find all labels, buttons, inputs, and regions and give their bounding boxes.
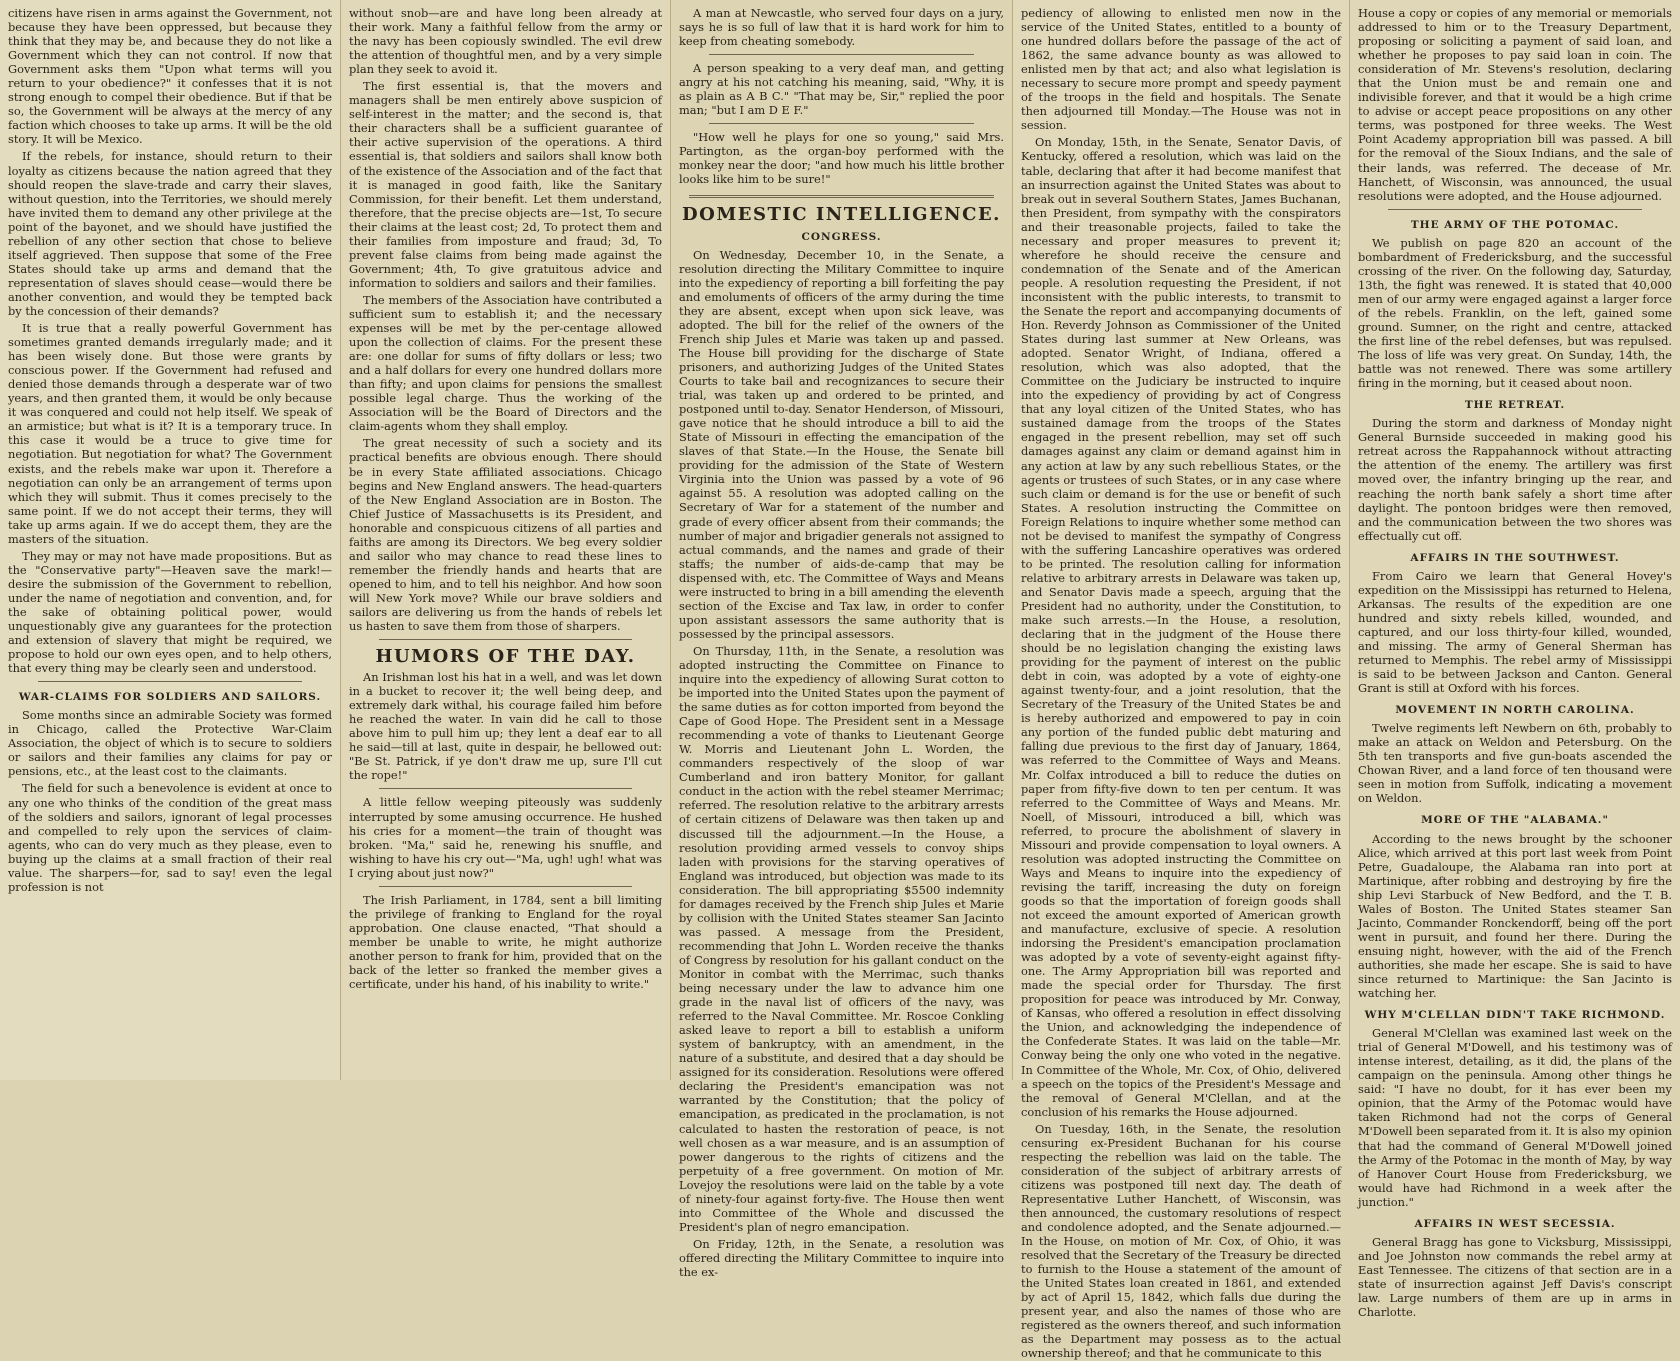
section-heading: THE ARMY OF THE POTOMAC. (1410, 218, 1620, 231)
paragraph: The first essential is, that the movers and managers shall be men entirely above suspicion of self-interest in the matter; and the second is, that their characters shall be a sufficient guarantee of their active supervision of the operations. A third essential is, that soldiers and sailors shall know both of the existence of the Association and of the fact that it is managed in good faith, like the Sanitary Commission, for their benefit. Let them understand, therefore, that the precise objects are—1st, To secure their claims at the least cost; 2d, To protect them and their families from imposture and fraud; 3d, To prevent false claims from being made against the Government; 4th, To give gratuitous advice and information to soldiers and sailors and their families. (349, 79, 662, 290)
paragraph: The members of the Association have contributed a sufficient sum to establish it; and the necessary expenses will be met by the per-centage allowed upon the collection of claims. For the present these are: one dollar for sums of fifty dollars or less; two and a half dollars for every one hundred dollars more than fifty; and upon claims for pensions the smallest possible legal charge. Thus the working of the Association will be the Board of Directors and the claim-agents whom they shall employ. (349, 292, 662, 434)
column-3 (670, 0, 1012, 1279)
divider (709, 123, 974, 124)
paragraph: A person speaking to a very deaf man, and getting angry at his not catching his meaning, said, "Why, it is as plain as A B C." "That may be, Sir," replied the poor man; "but I am D E F." (679, 61, 1004, 118)
paragraph: Some months since an admirable Society was formed in Chicago, called the Protective War-Claim Association, the object of which is to secure to soldiers or sailors and their families any claims for pay or pensions, etc., at the least cost to the claimants. (8, 708, 332, 779)
paragraph: A man at Newcastle, who served four days on a jury, says he is so full of law that it is hard work for him to keep from cheating somebody. (679, 6, 1004, 49)
section-heading: DOMESTIC INTELLIGENCE. (682, 203, 1001, 225)
section-heading: THE RETREAT. (1464, 399, 1566, 412)
divider (1388, 209, 1642, 210)
paragraph: "How well he plays for one so young," said Mrs. Partington, as the organ-boy performed with the monkey near the door; "and how much his little brother looks like him to be sure!" (679, 130, 1004, 187)
divider (379, 639, 632, 640)
paragraph: pediency of allowing to enlisted men now in the service of the United States, entitled to a bounty of one hundred dollars before the passage of the act of 1862, the same advance bounty as was allowed to enlisted men by that act; and also what legislation is necessary to secure more prompt and speedy payment of the troops in the field and hospitals. The Senate then adjourned till Monday.—The House was not in session. (1021, 6, 1341, 133)
column-4 (1012, 0, 1349, 1361)
section-heading: AFFAIRS IN WEST SECESSIA. (1414, 1217, 1616, 1230)
section-heading: MOVEMENT IN NORTH CAROLINA. (1395, 704, 1635, 717)
column-1 (0, 0, 340, 1080)
section-heading: WAR-CLAIMS FOR SOLDIERS AND SAILORS. (18, 691, 322, 704)
paragraph: If the rebels, for instance, should return to their loyalty as citizens because the nation agreed that they should reopen the slave-trade and carry their slaves, without question, into the Territories, we should merely have invited them to demand any other privilege at the point of the bayonet, and we should have justified the rebellion of any other section that chose to believe itself aggrieved. Then suppose that some of the Free States should take up arms and demand that the representation of slaves should cease—would there be another convention, and would they be tempted back by the concession of their demands? (8, 149, 332, 318)
paragraph: without snob—are and have long been already at their work. Many a faithful fellow from the army or the navy has been copiously swindled. The evil drew the attention of thoughtful men, and by a very simple plan they seek to avoid it. (349, 6, 662, 77)
paragraph: A little fellow weeping piteously was suddenly interrupted by some amusing occurrence. He hushed his cries for a moment—the train of thought was broken. "Ma," said he, renewing his snuffle, and wishing to have his cry out—"Ma, ugh! ugh! what was I crying about just now?" (349, 795, 662, 880)
paragraph: citizens have risen in arms against the Government, not because they have been oppressed, but because they think that they may be, and because they do not like a Government which they can not control. If now that Government asks them "Upon what terms will you return to your obedience?" it confesses that it is not strong enough to compel their obedience. But if that be so, the Government will be always at the mercy of any faction which chooses to take up arms. It will be the old story. It will be Mexico. (8, 6, 332, 147)
paragraph: On Friday, 12th, in the Senate, a resolution was offered directing the Military Committee to inquire into the ex- (679, 1236, 1004, 1279)
paragraph: On Monday, 15th, in the Senate, Senator Davis, of Kentucky, offered a resolution, which was laid on the table, declaring that after it had become manifest that an insurrection against the United States was about to break out in several Southern States, James Buchanan, then President, from sympathy with the conspirators and their treasonable projects, failed to take the necessary and proper measures to prevent it; wherefore he should receive the censure and condemnation of the Senate and of the American people. A resolution requesting the President, if not inconsistent with the public interests, to transmit to the Senate the report and accompanying documents of Hon. Reverdy Johnson as Commissioner of the United States during last summer at New Orleans, was adopted. Senator Wright, of Indiana, offered a resolution, which was also adopted, that the Committee on the Judiciary be instructed to inquire into the expediency of providing by act of Congress that any loyal citizen of the United States, who has sustained damage from the troops of the States engaged in the present rebellion, may set off such damages against any claim or demand against him in any action at law by any such rebellious States, or the agents or trustees of such States, or in any case where such claim or demand is for the use or benefit of such States. A resolution instructing the Committee on Foreign Relations to inquire whether some method can not be devised to manifest the sympathy of Congress with the suffering Lancashire operatives was ordered to be printed. The resolution calling for information relative to arbitrary arrests in Delaware was taken up, and Senator Davis made a speech, arguing that the President had no authority, under the Constitution, to make such arrests.—In the House, a resolution, declaring that in the judgment of the House there should be no legislation changing the existing laws providing for the payment of interest on the public debt in coin, was adopted by a vote of eighty-one against twenty-four, and a joint resolution, that the Secretary of the Treasury of the United States be and is hereby authorized and empowered to pay in coin any portion of the funded public debt maturing and falling due previous to the first day of January, 1864, was referred to the Committee of Ways and Means. Mr. Colfax introduced a bill to reduce the duties on paper from fifty-five down to ten per centum. It was referred to the Committee of Ways and Means. Mr. Noell, of Missouri, introduced a bill, which was referred, to procure the abolishment of slavery in Missouri and provide compensation to loyal owners. A resolution was adopted instructing the Committee on Ways and Means to inquire into the expediency of revising the tariff, increasing the duty on foreign goods so that the importation of foreign goods shall not exceed the amount exported of American growth and manufacture, exclusive of specie. A resolution indorsing the President's emancipation proclamation was adopted by a vote of seventy-eight against fifty-one. The Army Appropriation bill was reported and made the special order for Thursday. The first proposition for peace was introduced by Mr. Conway, of Kansas, who offered a resolution in effect dissolving the Union, and acknowledging the independence of the Confederate States. It was laid on the table—Mr. Conway being the only one who voted in the negative. In Committee of the Whole, Mr. Cox, of Ohio, delivered a speech on the topics of the President's Message and the removal of General M'Clellan, and at the conclusion of his remarks the House adjourned. (1021, 135, 1341, 1119)
column-2 (340, 0, 670, 1080)
divider (38, 681, 302, 682)
paragraph: House a copy or copies of any memorial or memorials addressed to him or to the Treasury Department, proposing or soliciting a payment of said loan, and whether he proposes to pay said loan in coin. The consideration of Mr. Stevens's resolution, declaring that the Union must be and remain one and indivisible forever, and that it would be a high crime to advise or accept peace propositions on any other terms, was postponed for three weeks. The West Point Academy appropriation bill was passed. A bill for the removal of the Sioux Indians, and the sale of their lands, was referred. The decease of Mr. Hanchett, of Wisconsin, was announced, the usual resolutions were adopted, and the House adjourned. (1358, 6, 1672, 203)
paragraph: During the storm and darkness of Monday night General Burnside succeeded in making good his retreat across the Rappahannock without attracting the attention of the enemy. The artillery was first moved over, the infantry bringing up the rear, and reaching the north bank safely a short time after daylight. The pontoon bridges were then removed, and the communication between the two shores was effectually cut off. (1358, 416, 1672, 543)
paragraph: On Wednesday, December 10, in the Senate, a resolution directing the Military Committee to inquire into the expediency of reporting a bill forfeiting the pay and emoluments of officers of the army during the time they are absent, except when upon sick leave, was adopted. The bill for the relief of the owners of the French ship Jules et Marie was taken up and passed. The House bill providing for the discharge of State prisoners, and authorizing Judges of the United States Courts to take bail and recognizances to secure their trial, was taken up and ordered to be printed, and postponed until to-day. Senator Henderson, of Missouri, gave notice that he should introduce a bill to aid the State of Missouri in effecting the emancipation of the slaves of that State.—In the House, the Senate bill providing for the admission of the State of Western Virginia into the Union was passed by a vote of 96 against 55. A resolution was adopted calling on the Secretary of War for a statement of the number and grade of every officer absent from their commands; the number of major and brigadier generals not assigned to actual commands, and the names and grade of their staffs; the number of aids-de-camp that may be dispensed with, etc. The Committee of Ways and Means were instructed to bring in a bill amending the eleventh section of the Excise and Tax law, in order to confer upon assistant assessors the same authority that is possessed by the principal assessors. (679, 247, 1004, 641)
paragraph: We publish on page 820 an account of the bombardment of Fredericksburg, and the successful crossing of the river. On the following day, Saturday, 13th, the fight was renewed. It is stated that 40,000 men of our army were engaged against a larger force of the rebels. Franklin, on the left, gained some ground. Sumner, on the right and centre, attacked the first line of the rebel defenses, but was repulsed. The loss of life was very great. On Sunday, 14th, the battle was not renewed. There was some artillery firing in the morning, but it ceased about noon. (1358, 235, 1672, 391)
paragraph: General M'Clellan was examined last week on the trial of General M'Dowell, and his testimony was of intense interest, detailing, as it did, the plans of the campaign on the peninsula. Among other things he said: "I have no doubt, for it has ever been my opinion, that the Army of the Potomac would have taken Richmond had not the corps of General M'Dowell been separated from it. It is also my opinion that had the command of General M'Dowell joined the Army of the Potomac in the month of May, by way of Hanover Court House from Fredericksburg, we would have had Richmond in a week after the junction." (1358, 1026, 1672, 1209)
section-heading: HUMORS OF THE DAY. (375, 646, 636, 668)
divider (379, 788, 632, 789)
paragraph: The Irish Parliament, in 1784, sent a bill limiting the privilege of franking to England for the royal approbation. One clause enacted, "That should a member be unable to write, he might authorize another person to frank for him, provided that on the back of the letter so franked the member gives a certificate, under his hand, of his inability to write." (349, 892, 662, 992)
section-heading: MORE OF THE "ALABAMA." (1421, 814, 1609, 827)
paragraph: An Irishman lost his hat in a well, and was let down in a bucket to recover it; the well being deep, and extremely dark withal, his courage failed him before he reached the water. In vain did he call to those above him to pull him up; they lent a deaf ear to all he said—till at last, quite in despair, he bellowed out: "Be St. Patrick, if ye don't draw me up, sure I'll cut the rope!" (349, 670, 662, 783)
paragraph: On Thursday, 11th, in the Senate, a resolution was adopted instructing the Committee on Finance to inquire into the expediency of allowing Surat cotton to be imported into the United States upon the payment of the same duties as for cotton imported from beyond the Cape of Good Hope. The President sent in a Message recommending a vote of thanks to Lieutenant George W. Morris and Lieutenant John L. Worden, the commanders respectively of the sloop of war Cumberland and iron battery Monitor, for gallant conduct in the action with the rebel steamer Merrimac; referred. The resolution relative to the arbitrary arrests of certain citizens of Delaware was then taken up and discussed till the adjournment.—In the House, a resolution providing armed vessels to convoy ships laden with provisions for the starving operatives of England was introduced, but objection was made to its consideration. The bill appropriating $5500 indemnity for damages received by the French ship Jules et Marie by collision with the United States steamer San Jacinto was passed. A message from the President, recommending that John L. Worden receive the thanks of Congress by resolution for his gallant conduct on the Monitor in combat with the Merrimac, such thanks being necessary under the law to advance him one grade in the naval list of officers of the navy, was referred to the Naval Committee. Mr. Roscoe Conkling asked leave to report a bill to establish a uniform system of bankruptcy, with an amendment, in the nature of a substitute, and desired that a day should be assigned for its consideration. Resolutions were offered declaring the President's emancipation was not warranted by the Constitution; that the policy of emancipation, as predicated in the proclamation, is not calculated to hasten the restoration of peace, is not well chosen as a war measure, and is an assumption of power dangerous to the rights of citizens and the perpetuity of a free government. On motion of Mr. Lovejoy the resolutions were laid on the table by a vote of ninety-four against forty-five. The House then went into Committee of the Whole and discussed the President's plan of negro emancipation. (679, 643, 1004, 1234)
paragraph: On Tuesday, 16th, in the Senate, the resolution censuring ex-President Buchanan for his course respecting the rebellion was laid on the table. The consideration of the subject of arbitrary arrests of citizens was postponed till next day. The death of Representative Luther Hanchett, of Wisconsin, was then announced, the customary resolutions of respect and condolence adopted, and the Senate adjourned.—In the House, on motion of Mr. Cox, of Ohio, it was resolved that the Secretary of the Treasury be directed to furnish to the House a statement of the amount of the United States loan created in 1861, and extended by act of April 15, 1842, which falls due during the present year, and also the names of those who are registered as the owners thereof, and such information as the Department may possess as to the actual ownership thereof; and that he communicate to this (1021, 1121, 1341, 1361)
paragraph: According to the news brought by the schooner Alice, which arrived at this port last week from Point Petre, Guadaloupe, the Alabama ran into port at Martinique, after robbing and destroying by fire the ship Levi Starbuck of New Bedford, and the T. B. Wales of Boston. The United States steamer San Jacinto, Commander Ronckendorff, being off the port went in pursuit, and found her there. During the ensuing night, however, with the aid of the French authorities, she made her escape. She is said to have since returned to Martinique: the San Jacinto is watching her. (1358, 831, 1672, 1001)
paragraph: The great necessity of such a society and its practical benefits are obvious enough. There should be in every State affiliated associations. Chicago begins and New England answers. The head-quarters of the New England Association are in Boston. The Chief Justice of Massachusetts is its President, and honorable and conspicuous citizens of all parties and faiths are among its Directors. We beg every soldier and sailor who may chance to read these lines to remember the friendly hands and hearts that are opened to him, and to tell his neighbor. And how soon will New York move? While our brave soldiers and sailors are delivering us from the hands of rebels let us hasten to save them from those of sharpers. (349, 436, 662, 634)
paragraph: The field for such a benevolence is evident at once to any one who thinks of the condition of the great mass of the soldiers and sailors, ignorant of legal processes and compelled to rely upon the services of claim-agents, who can do very much as they please, even to buying up the claims at a small fraction of their real value. The sharpers—for, sad to say! even the legal profession is not (8, 781, 332, 894)
paragraph: It is true that a really powerful Government has sometimes granted demands irregularly made; and it has been wisely done. But those were grants by conscious power. If the Government had refused and denied those demands through a desperate war of two years, and then granted them, it would be only because it was conquered and could not help itself. We speak of an armistice; but what is it? It is a temporary truce. In this case it would be a truce to give time for negotiation. But negotiation for what? The Government exists, and the rebels make war upon it. Therefore a negotiation can only be an arrangement of terms upon which they will submit. Thus it comes precisely to the same point. If we do not accept their terms, they will take up arms again. If we do accept them, they are the masters of the situation. (8, 321, 332, 546)
divider (709, 54, 974, 55)
paragraph: General Bragg has gone to Vicksburg, Mississippi, and Joe Johnston now commands the rebel army at East Tennessee. The citizens of that section are in a state of insurrection against Jeff Davis's conscript law. Large numbers of them are up in arms in Charlotte. (1358, 1234, 1672, 1320)
paragraph: Twelve regiments left Newbern on 6th, probably to make an attack on Weldon and Petersburg. On the 5th ten transports and five gun-boats ascended the Chowan River, and a land force of ten thousand were seen in motion from Suffolk, indicating a movement on Weldon. (1358, 721, 1672, 806)
section-heading: WHY M'CLELLAN DIDN'T TAKE RICHMOND. (1364, 1009, 1666, 1022)
paragraph: From Cairo we learn that General Hovey's expedition on the Mississippi has returned to Helena, Arkansas. The results of the expedition are one hundred and sixty rebels killed, wounded, and captured, and our loss thirty-four killed, wounded, and missing. The army of General Sherman has returned to Memphis. The rebel army of Mississippi is said to be between Jackson and Canton. General Grant is still at Oxford with his forces. (1358, 568, 1672, 696)
subheading: CONGRESS. (801, 230, 882, 243)
divider (689, 195, 994, 198)
divider (379, 886, 632, 887)
paragraph: They may or may not have made propositions. But as the "Conservative party"—Heaven save the mark!—desire the submission of the Government to rebellion, under the name of negotiation and convention, and, for the sake of obtaining political power, would unquestionably give any guarantees for the protection and extension of slavery that might be required, we propose to hold our own eyes open, and to help others, that every thing may be clearly seen and understood. (8, 548, 332, 676)
column-5 (1349, 0, 1680, 1320)
section-heading: AFFAIRS IN THE SOUTHWEST. (1410, 551, 1620, 564)
